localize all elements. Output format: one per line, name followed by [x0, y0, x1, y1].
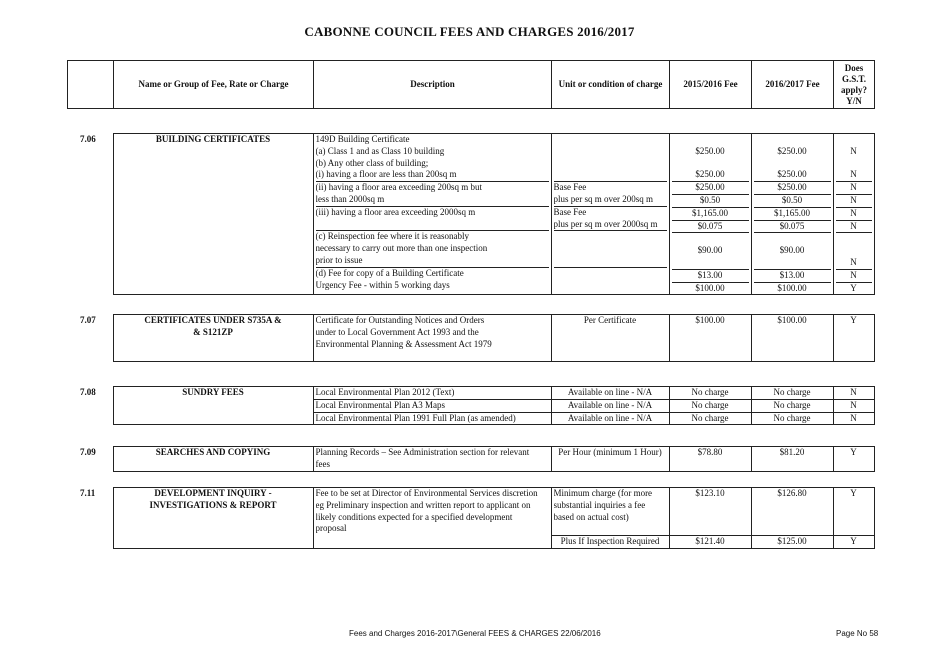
unit-cell: Available on line - N/A — [551, 399, 669, 412]
fee-line — [754, 134, 831, 146]
description-cell — [313, 134, 551, 295]
desc-line: Certificate for Outstanding Notices and Orders — [315, 315, 485, 325]
gst-line — [836, 134, 872, 146]
fee-2016-cell: No charge — [751, 387, 833, 400]
section-name: SUNDRY FEES — [113, 387, 313, 425]
gst-cell — [833, 134, 874, 295]
fee-line: $100.00 — [695, 282, 725, 293]
fee-2015-cell: $78.80 — [669, 447, 751, 472]
fee-line: $13.00 — [672, 270, 749, 283]
name-line: INVESTIGATIONS & REPORT — [149, 499, 277, 510]
unit-line — [554, 146, 667, 158]
unit-cell: Available on line - N/A — [551, 412, 669, 425]
fee-line: $1,165.00 — [672, 208, 749, 221]
unit-line — [554, 280, 667, 292]
fee-2015-cell — [669, 134, 751, 295]
description-cell — [313, 447, 551, 472]
fee-2016-cell — [751, 134, 833, 295]
desc-line: (ii) having a floor area exceeding 200sq m but — [315, 182, 482, 193]
fee-2015-cell: No charge — [669, 399, 751, 412]
gst-line: N — [836, 208, 872, 221]
fee-2016-cell: $125.00 — [751, 536, 833, 549]
description-cell: Local Environmental Plan A3 Maps — [313, 399, 551, 412]
section-number: 7.06 — [80, 133, 96, 144]
unit-line — [554, 169, 667, 182]
fee-line — [672, 233, 749, 245]
section-7-06 — [67, 133, 875, 295]
fee-line — [754, 257, 831, 270]
unit-line: Base Fee — [553, 182, 587, 193]
header-gst: Does G.S.T. apply? Y/N — [834, 61, 875, 109]
desc-line: proposal — [315, 523, 347, 534]
desc-line: under to Local Government Act 1993 and the — [315, 326, 479, 337]
fee-2016-cell: $126.80 — [751, 488, 833, 536]
desc-line: (i) having a floor are less than 200sq m — [316, 169, 549, 182]
unit-cell — [551, 134, 669, 295]
fee-2016-cell: No charge — [751, 399, 833, 412]
desc-line: likely conditions expected for a specified development — [315, 511, 513, 522]
fee-line — [672, 158, 749, 170]
section-number: 7.11 — [80, 487, 96, 498]
fee-2015-cell: No charge — [669, 412, 751, 425]
section-name — [113, 488, 313, 549]
name-line: DEVELOPMENT INQUIRY - — [154, 488, 272, 498]
unit-cell — [551, 488, 669, 536]
gst-cell: N — [833, 412, 874, 425]
fee-2015-cell: $121.40 — [669, 536, 751, 549]
header-table — [67, 60, 875, 109]
unit-line: plus per sq m over 2000sq m — [554, 219, 667, 232]
section-7-11 — [67, 487, 875, 549]
gst-cell: N — [833, 399, 874, 412]
gst-line — [836, 158, 872, 170]
fee-line — [754, 158, 831, 170]
gst-line — [836, 233, 872, 245]
fee-line: $1,165.00 — [754, 208, 831, 221]
footer-path: Fees and Charges 2016-2017\General FEES & CHARGES 22/06/2016 — [349, 629, 601, 638]
gst-cell: Y — [833, 315, 874, 362]
desc-line: (a) Class 1 and as Class 10 building — [315, 145, 445, 156]
desc-line: 149D Building Certificate — [315, 134, 410, 144]
desc-line: eg Preliminary inspection and written report to applicant on — [315, 499, 531, 510]
fee-2016-cell: $100.00 — [751, 315, 833, 362]
header-name: Name or Group of Fee, Rate or Charge — [114, 61, 314, 109]
fee-line: $90.00 — [779, 245, 805, 256]
gst-cell: N — [833, 387, 874, 400]
section-name: BUILDING CERTIFICATES — [113, 134, 313, 295]
desc-line: Fee to be set at Director of Environmental Services discretion — [315, 488, 538, 498]
unit-cell: Per Hour (minimum 1 Hour) — [551, 447, 669, 472]
description-cell: Local Environmental Plan 1991 Full Plan (as amended) — [313, 412, 551, 425]
page-title: CABONNE COUNCIL FEES AND CHARGES 2016/2017 — [304, 24, 635, 39]
unit-line — [554, 255, 667, 268]
fee-line — [672, 257, 749, 270]
desc-line: (c) Reinspection fee where it is reasonably — [315, 231, 469, 242]
fee-line: $13.00 — [754, 270, 831, 283]
fee-2015-cell: $100.00 — [669, 315, 751, 362]
fee-line: $100.00 — [777, 282, 807, 293]
unit-line: Minimum charge (for more — [553, 488, 653, 498]
fee-line: $250.00 — [672, 169, 749, 182]
desc-line — [316, 219, 549, 232]
header-blank — [68, 61, 114, 109]
fee-line: $250.00 — [754, 182, 831, 195]
gst-cell: Y — [833, 447, 874, 472]
description-cell: Local Environmental Plan 2012 (Text) — [313, 387, 551, 400]
desc-line: prior to issue — [316, 255, 549, 268]
fee-line — [754, 233, 831, 245]
section-7-07 — [67, 314, 875, 362]
gst-line: N — [836, 270, 872, 283]
section-name: SEARCHES AND COPYING — [113, 447, 313, 472]
header-fee-2016: 2016/2017 Fee — [752, 61, 834, 109]
unit-line: plus per sq m over 200sq m — [554, 194, 667, 207]
fee-2015-cell: $123.10 — [669, 488, 751, 536]
gst-line: N — [836, 169, 872, 182]
desc-line: less than 2000sq m — [316, 194, 549, 207]
fee-line: $0.50 — [672, 195, 749, 208]
fee-2016-cell: $81.20 — [751, 447, 833, 472]
name-line: & S121ZP — [193, 326, 233, 337]
section-name — [113, 315, 313, 362]
section-number: 7.08 — [80, 386, 96, 397]
unit-line: based on actual cost) — [553, 511, 629, 522]
unit-line: Base Fee — [553, 206, 587, 217]
header-fee-2015: 2015/2016 Fee — [670, 61, 752, 109]
section-number: 7.07 — [80, 314, 96, 325]
unit-line — [554, 243, 667, 255]
gst-line: Y — [850, 282, 857, 293]
fee-line: $250.00 — [777, 145, 807, 156]
fee-line: $90.00 — [697, 245, 723, 256]
header-description: Description — [314, 61, 552, 109]
desc-line: fees — [315, 458, 330, 469]
gst-line: N — [836, 195, 872, 208]
fee-line: $250.00 — [672, 182, 749, 195]
section-7-09 — [67, 446, 875, 472]
fee-line: $250.00 — [754, 169, 831, 182]
fee-2016-cell: No charge — [751, 412, 833, 425]
description-cell — [313, 488, 551, 549]
fee-line: $0.075 — [754, 221, 831, 234]
unit-cell: Available on line - N/A — [551, 387, 669, 400]
fee-2015-cell: No charge — [669, 387, 751, 400]
unit-line: substantial inquiries a fee — [553, 499, 646, 510]
desc-line: necessary to carry out more than one inspection — [315, 243, 488, 254]
desc-line: Environmental Planning & Assessment Act 1979 — [315, 338, 492, 349]
name-line: CERTIFICATES UNDER S735A & — [144, 315, 282, 325]
unit-line — [554, 134, 667, 146]
unit-line — [554, 231, 667, 243]
fee-line — [672, 134, 749, 146]
description-cell — [313, 315, 551, 362]
desc-line: (iii) having a floor area exceeding 2000sq m — [315, 206, 476, 217]
unit-line — [554, 268, 667, 280]
unit-cell: Per Certificate — [551, 315, 669, 362]
unit-cell: Plus If Inspection Required — [551, 536, 669, 549]
section-number: 7.09 — [80, 446, 96, 457]
header-unit: Unit or condition of charge — [552, 61, 670, 109]
desc-line: Urgency Fee - within 5 working days — [315, 279, 450, 290]
gst-line: N — [836, 221, 872, 234]
desc-line: (d) Fee for copy of a Building Certificate — [315, 267, 464, 278]
footer-page-number: Page No 58 — [836, 629, 879, 638]
section-7-08 — [67, 386, 875, 425]
fee-line: $0.50 — [754, 195, 831, 208]
gst-line: N — [836, 182, 872, 195]
desc-line: (b) Any other class of building; — [315, 157, 429, 168]
gst-line — [836, 245, 872, 257]
desc-line: Planning Records – See Administration section for relevant — [315, 447, 530, 457]
gst-line: N — [850, 145, 857, 156]
fee-line: $250.00 — [695, 145, 725, 156]
unit-line — [554, 158, 667, 170]
gst-cell: Y — [833, 536, 874, 549]
gst-line: N — [836, 257, 872, 270]
gst-cell: Y — [833, 488, 874, 536]
fee-line: $0.075 — [672, 221, 749, 234]
